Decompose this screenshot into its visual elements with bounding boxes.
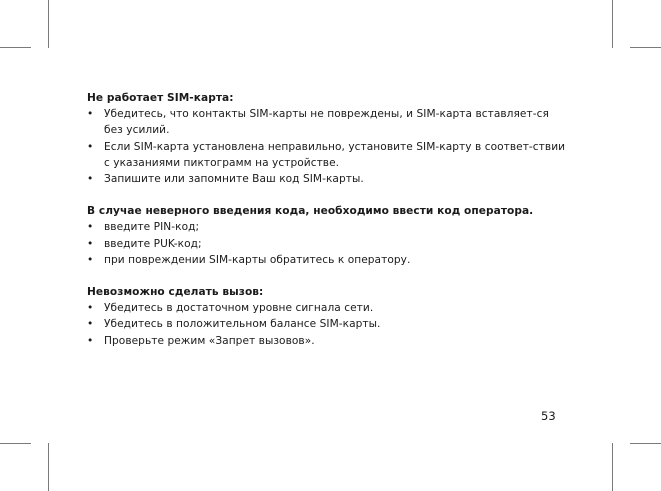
- page-number: 53: [541, 409, 556, 423]
- list-item: • введите PUK-код;: [87, 236, 567, 252]
- bullet-list: [87, 219, 567, 268]
- bullet-list: [87, 300, 567, 349]
- list-item: • Если SIM-карта установлена неправильно, установите SIM-карту в соответ-ствии с указаниями пиктограмм на устройстве.: [87, 139, 567, 171]
- crop-mark-bottom-right-horizontal: [630, 443, 661, 444]
- crop-mark-top-right-vertical: [612, 0, 613, 48]
- list-item: • введите PIN-код;: [87, 219, 567, 235]
- section-sim-not-working: [87, 90, 567, 187]
- list-item: • Запишите или запомните Ваш код SIM-карты.: [87, 171, 567, 187]
- crop-mark-top-right-horizontal: [630, 47, 661, 48]
- list-item: • Убедитесь в достаточном уровне сигнала сети.: [87, 300, 567, 316]
- list-item: • при повреждении SIM-карты обратитесь к оператору.: [87, 252, 567, 268]
- crop-mark-bottom-right-vertical: [612, 443, 613, 491]
- list-item: • Убедитесь в положительном балансе SIM-карты.: [87, 316, 567, 332]
- crop-mark-top-left-vertical: [48, 0, 49, 48]
- crop-mark-bottom-left-horizontal: [0, 443, 31, 444]
- page-content: [87, 90, 567, 365]
- section-heading: Невозможно сделать вызов:: [87, 286, 264, 299]
- list-item: • Убедитесь, что контакты SIM-карты не повреждены, и SIM-карта вставляет-ся без усилий.: [87, 106, 567, 138]
- section-heading: В случае неверного введения кода, необходимо ввести код оператора.: [87, 205, 534, 218]
- section-wrong-code: [87, 203, 567, 268]
- bullet-list: [87, 106, 567, 187]
- list-item: • Проверьте режим «Запрет вызовов».: [87, 333, 567, 349]
- crop-mark-bottom-left-vertical: [48, 443, 49, 491]
- crop-mark-top-left-horizontal: [0, 47, 31, 48]
- section-heading: Не работает SIM-карта:: [87, 92, 234, 104]
- section-cannot-call: [87, 284, 567, 349]
